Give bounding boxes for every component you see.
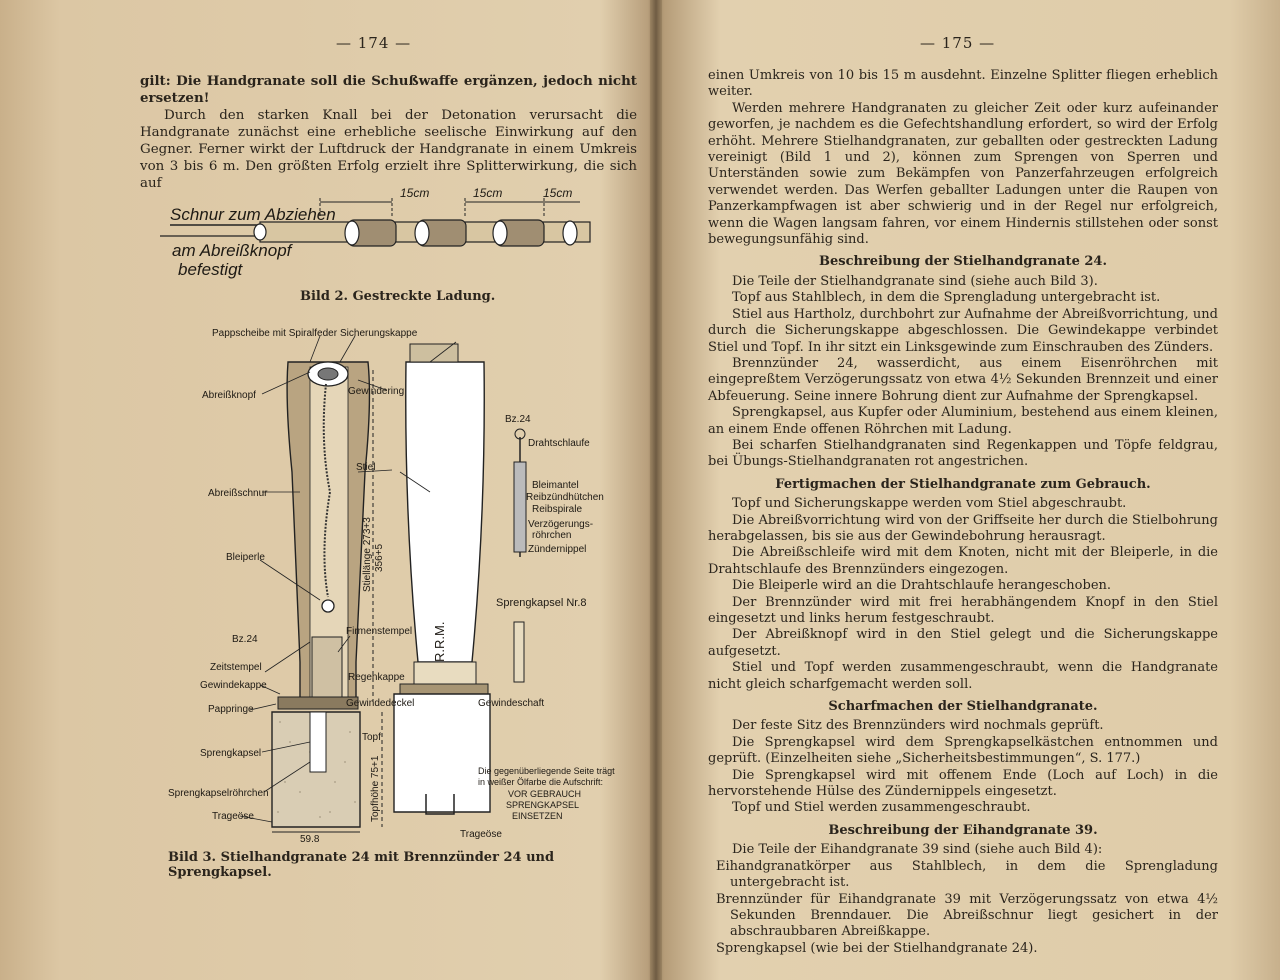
label: Bz.24: [505, 414, 531, 425]
paragraph: Der Brennzünder wird mit frei herabhängendem Knopf in den Stiel eingesetzt und links herum festgeschraubt.: [708, 594, 1218, 626]
figure-2-stretched-charge: [160, 180, 600, 280]
label: Die gegenüberliegende Seite trägt: [478, 766, 615, 776]
label: Sicherungskappe: [340, 328, 418, 339]
label: Bleimantel: [532, 480, 579, 491]
cord-label: Schnur zum Abziehen: [170, 205, 336, 224]
list-item: Sprengkapsel (wie bei der Stielhandgranate 24).: [716, 940, 1038, 956]
paragraph: Brennzünder 24, wasserdicht, aus einem Eisenröhrchen mit eingepreßtem Verzögerungssatz von etwa 4½ Sekunden Brennzeit und einer Abfeuerung. Seine innere Bohrung dient zur Aufnahme der Sprengkapsel.: [708, 355, 1218, 404]
paragraph: Topf und Sicherungskappe werden vom Stiel abgeschraubt.: [732, 496, 1127, 512]
paragraph: Die Abreißvorrichtung wird von der Griffseite her durch die Stielbohrung herabgelassen, bis sie aus der Gewindebohrung herausragt.: [708, 512, 1218, 544]
label: Firmenstempel: [346, 626, 413, 637]
rrm-stamp: R.R.M.: [432, 621, 447, 662]
stiellaenge-label: Stiellänge 273+3: [362, 517, 373, 592]
label: Pappringe: [208, 704, 254, 715]
spacing-label: 15cm: [400, 186, 430, 200]
paragraph: Die Teile der Eihandgranate 39 sind (siehe auch Bild 4):: [732, 842, 1103, 858]
label: Trageöse: [212, 811, 254, 822]
page-number: — 174 —: [336, 34, 412, 52]
label: Sprengkapselröhrchen: [168, 788, 269, 799]
section-heading: Scharfmachen der Stielhandgranate.: [828, 699, 1098, 715]
label: Gewindeschaft: [478, 698, 545, 709]
label: Pappscheibe mit Spiralfeder: [212, 328, 338, 339]
paragraph: Die Teile der Stielhandgranate sind (siehe auch Bild 3).: [732, 273, 1098, 289]
label: SPRENGKAPSEL: [506, 800, 580, 810]
label: Bleiperle: [226, 552, 265, 563]
list-item: Eihandgranatkörper aus Stahlblech, in dem die Sprengladung untergebracht ist.: [716, 858, 1218, 891]
paragraph: Die Sprengkapsel wird dem Sprengkapselkästchen entnommen und geprüft. (Einzelheiten siehe „Sicherheitsbestimmungen“, S. 177.): [708, 734, 1218, 767]
left-text-block: [140, 73, 637, 192]
figure-caption: Bild 3. Stielhandgranate 24 mit Brennzünder 24 und Sprengkapsel.: [168, 850, 555, 880]
spacing-label: 15cm: [543, 186, 573, 200]
label: Stiel: [356, 462, 376, 473]
book-spine: [650, 0, 662, 980]
label: Reibspirale: [532, 504, 583, 515]
page-number: — 175 —: [920, 34, 996, 52]
paragraph: Werden mehrere Handgranaten zu gleicher Zeit oder kurz aufeinander geworfen, je nachdem es die Gefechtshandlung erfordert, so wird der Erfolg erhöht. Mehrere Stielhandgranaten, zur geballten oder gestreckten Ladung vereinigt (Bild 1 und 2), können zum Sprengen von Sperren und Unterständen sowie zum Bekämpfen von Panzerfahrzeugen erfolgreich verwendet werden. Das Werfen geballter Ladungen unter die Raupen von Panzerkampfwagen ist aber schwierig und in der Regel nur erfolgreich, wenn die Wagen langsam fahren, vor einem Hindernis stillstehen oder sonst bewegungsunfähig sind.: [708, 100, 1218, 248]
label: Gewindedeckel: [346, 698, 415, 709]
paragraph: Stiel aus Hartholz, durchbohrt zur Aufnahme der Abreißvorrichtung, und durch die Sicherungskappe abgeschlossen. Die Gewindekappe verbindet Stiel und Topf. In ihr sitzt ein Linksgewinde zum Einschrauben des Zünders.: [708, 306, 1218, 355]
paragraph: gilt: Die Handgranate soll die Schußwaffe ergänzen, jedoch nicht ersetzen!: [140, 73, 637, 106]
topfhoehe-label: Topfhöhe 75+1: [370, 755, 381, 822]
knob-label: befestigt: [178, 260, 243, 279]
paragraph: Die Bleiperle wird an die Drahtschlaufe herangeschoben.: [732, 578, 1112, 594]
figure-caption: Bild 2. Gestreckte Ladung.: [300, 289, 496, 304]
figure-3-stick-grenade: [160, 322, 630, 842]
label: Abreißknopf: [202, 390, 256, 401]
paragraph: Topf aus Stahlblech, in dem die Sprengladung untergebracht ist.: [732, 290, 1161, 306]
label: VOR GEBRAUCH: [508, 789, 582, 799]
paragraph: Die Abreißschleife wird mit dem Knoten, nicht mit der Bleiperle, in die Drahtschlaufe des Brennzünders eingezogen.: [708, 545, 1218, 577]
label: Sprengkapsel Nr.8: [496, 597, 587, 609]
section-heading: Beschreibung der Stielhandgranate 24.: [819, 254, 1107, 270]
paragraph: einen Umkreis von 10 bis 15 m ausdehnt. Einzelne Splitter fliegen erheblich weiter.: [708, 68, 1218, 100]
paragraph: Der Abreißknopf wird in den Stiel gelegt und die Sicherungskappe aufgesetzt.: [708, 627, 1218, 659]
paragraph: Der feste Sitz des Brennzünders wird nochmals geprüft.: [732, 718, 1104, 734]
label: Abreißschnur: [208, 488, 268, 499]
list-item: Brennzünder für Eihandgranate 39 mit Verzögerungssatz von etwa 4½ Sekunden Brenndauer. Die Abreißschnur liegt gesichert in der abschraubbaren Abreißkappe.: [716, 891, 1218, 940]
paragraph: Sprengkapsel, aus Kupfer oder Aluminium, bestehend aus einem kleinen, an einem Ende offenen Röhrchen mit Ladung.: [708, 405, 1218, 437]
spacing-label: 15cm: [473, 186, 503, 200]
label: Trageöse: [460, 829, 502, 840]
label: Gewindering: [348, 386, 405, 397]
label-group: [168, 328, 615, 840]
label: Reibzündhütchen: [526, 492, 604, 503]
knob-label: am Abreißknopf: [172, 241, 292, 260]
label: EINSETZEN: [512, 811, 563, 821]
label: in weißer Ölfarbe die Aufschrift:: [478, 777, 604, 787]
right-text-block: [708, 68, 1218, 957]
paragraph: Bei scharfen Stielhandgranaten sind Regenkappen und Töpfe feldgrau, bei Übungs-Stielhandgranaten rot angestrichen.: [708, 437, 1218, 470]
paragraph: Topf und Stiel werden zusammengeschraubt.: [732, 800, 1031, 816]
label: Regenkappe: [348, 672, 405, 683]
label: Topf: [362, 732, 381, 743]
label: Gewindekappe: [200, 680, 267, 691]
label: Drahtschlaufe: [528, 438, 590, 449]
label: Bz.24: [232, 634, 258, 645]
label: röhrchen: [532, 530, 572, 541]
label: Zündernippel: [528, 544, 587, 555]
dimension-label: 59.8: [300, 834, 320, 842]
label: Sprengkapsel: [200, 748, 262, 759]
paragraph: Durch den starken Knall bei der Detonation verursacht die Handgranate zunächst eine erhebliche seelische Einwirkung auf den Gegner. Ferner wirkt der Luftdruck der Handgranate in einem Umkreis von 3 bis 6 m. Den größten Erfolg erzielt ihre Splitterwirkung, die sich auf: [140, 108, 637, 191]
paragraph: Die Sprengkapsel wird mit offenem Ende (Loch auf Loch) in die hervorstehende Hülse des Zündernippels eingesetzt.: [708, 767, 1218, 800]
label: Zeitstempel: [210, 662, 262, 673]
paragraph: Stiel und Topf werden zusammengeschraubt, wenn die Handgranate nicht gleich scharfgemacht werden soll.: [708, 660, 1218, 692]
section-heading: Beschreibung der Eihandgranate 39.: [828, 822, 1098, 838]
right-page: [662, 0, 1280, 980]
stiellaenge-label: 356+5: [374, 543, 385, 572]
label: Verzögerungs-: [528, 519, 594, 530]
section-heading: Fertigmachen der Stielhandgranate zum Gebrauch.: [775, 476, 1151, 492]
